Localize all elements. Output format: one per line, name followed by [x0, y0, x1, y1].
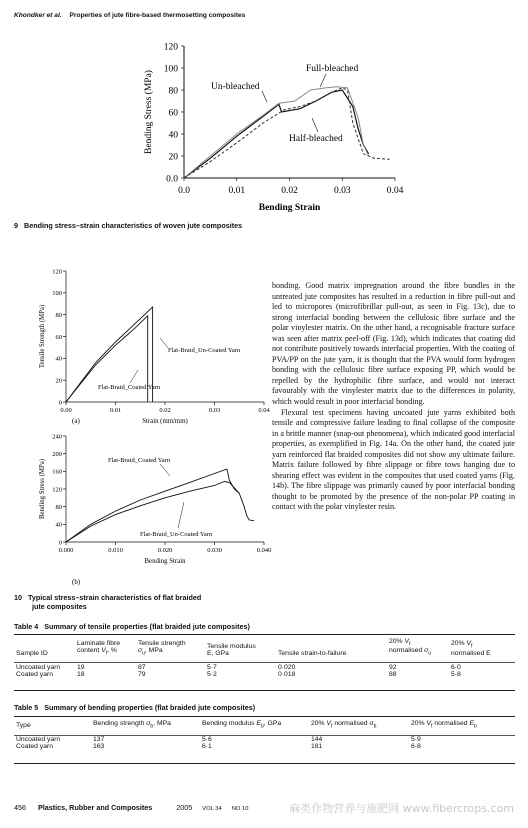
- table-4-cell: 5·2: [207, 670, 217, 678]
- x-tick-label: 0.0: [178, 186, 190, 196]
- table-5-label: Table 5: [14, 703, 39, 712]
- y-tick-label: 0: [58, 539, 62, 547]
- y-tick-label: 40: [168, 130, 178, 141]
- table-5-header-cell: Bending strength $\sigma_b$, MPa: [93, 720, 171, 730]
- figure-10-caption-line1: Typical stress–strain characteristics of flat braided: [28, 593, 202, 602]
- table-4-row: [16, 671, 514, 678]
- annotation-coated: Flat-Braid_Coated Yarn: [98, 384, 161, 391]
- series-line-3: [184, 88, 390, 178]
- y-axis-label: Bending Stress (MPa): [144, 70, 154, 154]
- y-tick-label: 20: [168, 152, 178, 163]
- body-paragraph-1: bonding. Good matrix impregnation around the fibre bundles in the untreated jute composites has resulted in a reduction in fibre pull-out and led to micropores (microfibrillar pull-out, as seen in Fig. 13c), due to strong interfacial bonding between the cellulosic fibre surface and the polar vinylester matrix. On the other hand, a recognisable fracture surface was seen after matrix peel-off (Fig. 13d), which indicates that coating did not contribute positively towards interfacial properties. With the coating of PVA/PP on the jute yarn, it is thought that the PVA would form hydrogen bonding with the cellulosic fibre surface exposing PP, which would be repelled by the hydrophilic fibre surface, and would not interact favourably with the vinylester matrix due to the differences in polarity, which would result in poor interfacial bonding.: [272, 281, 515, 407]
- table-4-label: Table 4: [14, 622, 39, 631]
- table-5-header-cell: Bending modulus $E_b$, GPa: [202, 720, 282, 730]
- x-tick-label: 0.02: [159, 407, 171, 414]
- panel-b-label: (b): [72, 578, 81, 586]
- running-header: [14, 12, 245, 19]
- table-4-title: Summary of tensile properties (flat braided jute composites): [44, 622, 250, 631]
- y-tick-label: 40: [55, 521, 62, 529]
- journal-name: Plastics, Rubber and Composites: [38, 803, 153, 812]
- figure-9-caption-text: Bending stress–strain characteristics of woven jute composites: [24, 221, 243, 230]
- annotation-leader: [312, 118, 318, 132]
- table-4-header-cell: Tensile strength $\sigma_u$, MPa: [138, 640, 186, 657]
- table-5-title: Summary of bending properties (flat braided jute composites): [44, 703, 256, 712]
- x-tick-label: 0.03: [208, 407, 221, 414]
- journal-number: NO 10: [231, 806, 249, 812]
- x-tick-label: 0.020: [157, 547, 173, 554]
- body-paragraph-2: Flexural test specimens having uncoated jute yarns exhibited both tensile and compressive failure leading to final collapse of the composite in a brittle manner (snap-out phenomena), which indicated good interfacial properties, as exemplified in Fig. 14a. On the other hand, the coated jute yarn reinforced flat braided composites did not show any ultimate failure. Matrix failure followed by fibre slippage or fibre tows hanging due to shearing effect was evident in the composites that used coated yarns (Fig. 14b). The fibre slippage was primarily caused by poor interfacial bonding thought to be promoted by the presence of the non-polar PP coating in contact with the polar vinylester resin.: [272, 407, 515, 512]
- y-tick-label: 240: [52, 433, 62, 441]
- table-5-row: [16, 743, 511, 750]
- table-4-header-cell: Tensile modulus E, GPa: [207, 642, 256, 657]
- table-5-cell: 144: [311, 736, 323, 744]
- table-5-header-cell: 20% $V_f$ normalised $E_b$: [411, 720, 477, 730]
- table-4-cell: 19: [77, 663, 85, 671]
- table-4-cell: 5·8: [451, 670, 461, 678]
- figure-10-number: 10: [14, 593, 22, 602]
- figure-10-caption-line2: jute composites: [32, 602, 87, 612]
- x-tick-label: 0.030: [207, 547, 222, 554]
- x-tick-label: 0.02: [281, 186, 298, 196]
- annotation-leader: [320, 74, 326, 87]
- series-label-full-bleached: Full-bleached: [306, 64, 359, 74]
- table-4-header-cell: Laminate fibre content $V_f$, %: [77, 640, 121, 657]
- table-4-cell: 88: [389, 670, 397, 678]
- table-4-cell: 5·7: [207, 663, 217, 671]
- annotation-leader: [160, 464, 170, 476]
- table-5-cell: 5·6: [202, 736, 212, 744]
- x-tick-label: 0.04: [386, 186, 404, 196]
- table-4-top-rule: [14, 634, 515, 635]
- table-4-row: [16, 657, 514, 671]
- y-tick-label: 100: [163, 64, 178, 75]
- table-4-header-rule: [14, 662, 515, 663]
- table-4-cell: Uncoated yarn: [16, 663, 61, 671]
- y-tick-label: 20: [55, 377, 62, 385]
- y-axis-label: Bending Stress (MPa): [39, 458, 46, 520]
- y-tick-label: 80: [55, 311, 62, 319]
- x-axis-label: Bending Strain: [144, 558, 186, 565]
- table-5-header-rule: [14, 735, 515, 736]
- y-axis-label: Tensile Strength (MPa): [39, 304, 46, 369]
- table-4-cell: 18: [77, 670, 85, 678]
- table-4-header-cell: Tensile strain-to-failure: [278, 649, 347, 657]
- table-4-header-row: [16, 638, 514, 657]
- body-text-column: [272, 281, 515, 513]
- table-5-cell: 137: [93, 736, 105, 744]
- x-tick-label: 0.01: [228, 186, 246, 196]
- table-4-cell: 87: [138, 663, 146, 671]
- table-4: [16, 638, 514, 678]
- table-5-top-rule: [14, 716, 515, 717]
- x-axis-label: Bending Strain: [258, 203, 321, 213]
- table-4-header-cell: 20% $V_f$ normalised $\sigma_u$: [389, 638, 432, 657]
- table-4-cell: 0·018: [278, 670, 296, 678]
- y-tick-label: 80: [55, 503, 62, 511]
- y-tick-label: 120: [163, 42, 178, 53]
- y-tick-label: 60: [55, 333, 62, 341]
- x-tick-label: 0.03: [333, 186, 351, 196]
- figure-9-chart: [0, 40, 528, 218]
- x-tick-label: 0.040: [256, 547, 272, 554]
- x-axis-label: Strain (mm/mm): [142, 418, 188, 425]
- table-5-cell: 6·1: [202, 743, 212, 751]
- page-number: 456: [14, 803, 26, 812]
- table-5-cell: 181: [311, 743, 323, 751]
- y-tick-label: 80: [168, 86, 178, 97]
- y-tick-label: 120: [52, 486, 62, 494]
- table-5-row: [16, 729, 511, 743]
- series-line-2: [184, 87, 369, 178]
- journal-year: 2005: [176, 803, 193, 812]
- page-footer: [14, 803, 248, 812]
- header-authors: Khondker et al.: [14, 12, 62, 19]
- y-tick-label: 160: [52, 468, 62, 476]
- table-5-header-row: [16, 720, 511, 729]
- y-tick-label: 0.0: [166, 174, 178, 185]
- table-5-cell: 5·9: [411, 736, 421, 744]
- table-5-cell: 163: [93, 743, 105, 751]
- table-5-header-cell: Type: [16, 722, 31, 730]
- journal-volume: VOL 34: [202, 806, 222, 812]
- table-5-caption: [14, 703, 255, 712]
- y-tick-label: 100: [52, 290, 62, 298]
- header-title: Properties of jute fibre-based thermosetting composites: [69, 12, 246, 19]
- table-5-cell: Uncoated yarn: [16, 736, 61, 744]
- table-5-cell: 6·8: [411, 743, 421, 751]
- table-4-cell: 0·020: [278, 663, 296, 671]
- annotation-coated: Flat-Braid_Coated Yarn: [108, 457, 171, 464]
- series-label-half-bleached: Half-bleached: [289, 134, 343, 144]
- table-4-bottom-rule: [14, 690, 515, 691]
- x-tick-label: 0.00: [60, 407, 72, 414]
- figure-10-caption: [14, 593, 264, 612]
- panel-a-label: (a): [72, 417, 80, 425]
- series-label-un-bleached: Un-bleached: [211, 82, 260, 92]
- figure-10-chart: [0, 262, 272, 592]
- x-tick-label: 0.04: [258, 407, 270, 414]
- table-4-caption: [14, 622, 250, 631]
- table-4-cell: 79: [138, 670, 146, 678]
- table-4-grid: [16, 638, 514, 678]
- y-tick-label: 120: [52, 268, 62, 276]
- figure-9-caption: [14, 221, 514, 230]
- table-4-cell: 6·0: [451, 663, 461, 671]
- figure-9-number: 9: [14, 221, 18, 230]
- x-tick-label: 0.010: [108, 547, 123, 554]
- annotation-leader: [130, 370, 138, 383]
- table-4-header-cell: 20% $V_f$ normalised E: [451, 640, 491, 657]
- table-4-header-cell: Sample ID: [16, 649, 48, 657]
- x-tick-label: 0.01: [109, 407, 122, 414]
- annotation-uncoated: Flat-Braid_Un-Coated Yarn: [140, 531, 213, 538]
- y-tick-label: 0: [58, 399, 62, 407]
- y-tick-label: 40: [55, 355, 62, 363]
- table-4-cell: Coated yarn: [16, 670, 54, 678]
- annotation-leader: [178, 502, 184, 528]
- table-4-cell: 92: [389, 663, 397, 671]
- annotation-leader: [160, 338, 168, 348]
- y-tick-label: 60: [168, 108, 178, 119]
- y-tick-label: 200: [52, 450, 62, 458]
- table-5-bottom-rule: [14, 763, 515, 764]
- annotation-uncoated: Flat-Braid_Un-Coated Yarn: [168, 347, 241, 354]
- table-5-cell: Coated yarn: [16, 743, 54, 751]
- watermark: 麻类作物营养与施肥网 www.fibercrops.com: [289, 802, 514, 815]
- annotation-leader: [262, 91, 267, 102]
- x-tick-label: 0.000: [58, 547, 74, 554]
- table-5-header-cell: 20% $V_f$ normalised $\sigma_b$: [311, 720, 377, 730]
